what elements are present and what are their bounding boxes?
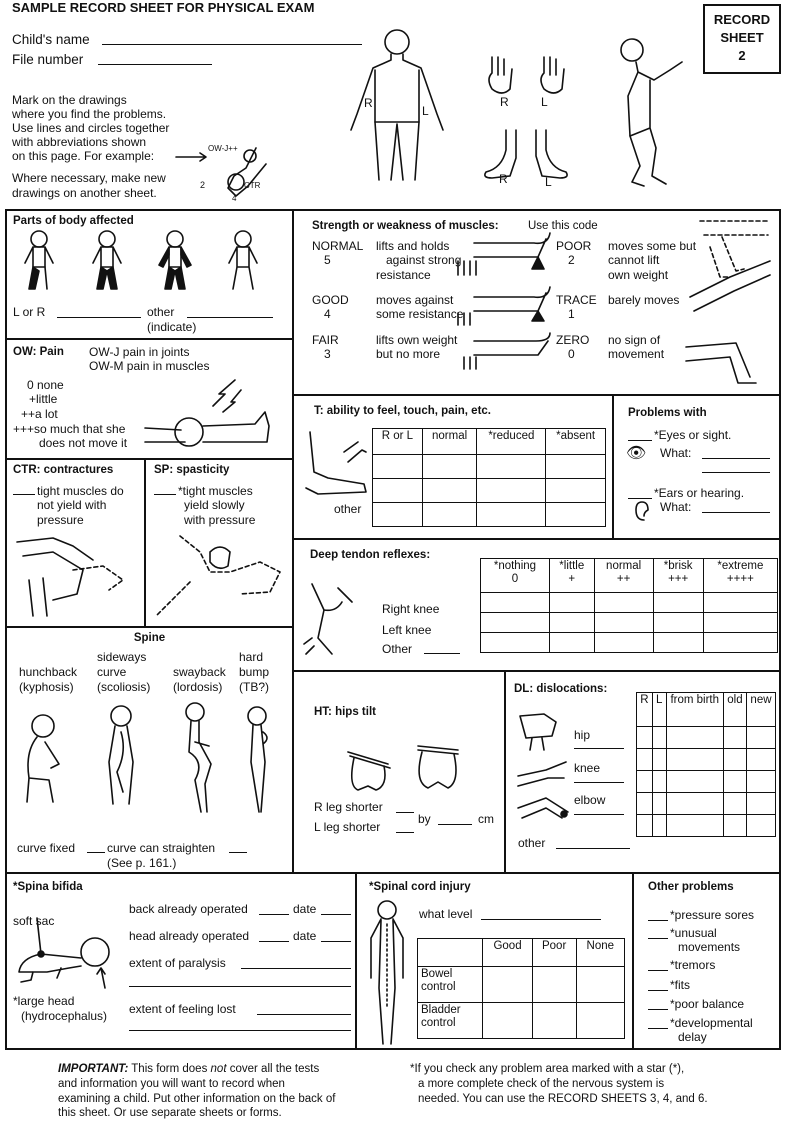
- spinal-cord-table: Good Poor None Bowel control Bladder control: [417, 938, 625, 1039]
- r-leg-shorter-field[interactable]: [396, 812, 414, 813]
- knee-field[interactable]: [574, 782, 624, 783]
- feel-table: R or L normal *reduced *absent: [372, 428, 606, 527]
- spina-bifida-section: *Spina bifida soft sac *large head (hydrocephalus) back already operated date head already operated date extent of paralysis extent of feeling lost: [5, 872, 357, 1050]
- bowel-cell[interactable]: [483, 967, 532, 1003]
- reflex-other-field[interactable]: [424, 653, 460, 654]
- leg-weakness-drawings: [680, 217, 780, 387]
- back-date-field[interactable]: [321, 914, 351, 915]
- spasticity-section: SP: spasticity *tight muscles yield slowly with pressure: [144, 458, 294, 628]
- parts-of-body-section: Parts of body affected L or R other (indicate): [5, 209, 294, 340]
- spine-back-drawing: [367, 898, 417, 1048]
- feel-cell[interactable]: [373, 479, 423, 503]
- important-note: IMPORTANT: This form does not cover all the tests: [58, 1063, 320, 1075]
- feeling-lost-field[interactable]: [257, 1014, 351, 1015]
- page-title: SAMPLE RECORD SHEET FOR PHYSICAL EXAM: [12, 0, 315, 15]
- zero-level: ZERO: [556, 333, 590, 347]
- childs-name-field[interactable]: [102, 44, 362, 45]
- eyes-what-field[interactable]: [702, 458, 770, 459]
- childs-name-label: Child's name: [12, 32, 90, 47]
- curve-fixed-field[interactable]: [87, 852, 105, 853]
- feel-cell[interactable]: [373, 455, 423, 479]
- eye-icon: 👁: [626, 445, 647, 462]
- l-leg-shorter-field[interactable]: [396, 832, 414, 833]
- hips-tilt-drawing: [344, 736, 484, 796]
- l-or-r-field[interactable]: [57, 317, 141, 318]
- back-operated-field[interactable]: [259, 914, 289, 915]
- ears-what-field[interactable]: [702, 512, 770, 513]
- other-body-field[interactable]: [187, 317, 273, 318]
- reflex-cell[interactable]: [481, 613, 550, 633]
- nervous-system-note: *If you check any problem area marked with a star (*),: [410, 1063, 685, 1075]
- other-problems-section: Other problems *pressure sores *unusual movements *tremors *fits *poor balance *developmental delay: [632, 872, 781, 1050]
- leg-strength-drawings: [454, 233, 554, 383]
- pain-section: OW: Pain OW-J pain in joints OW-M pain in muscles 0 none +little ++a lot +++so much that she does not move it: [5, 338, 294, 460]
- contractures-section: CTR: contractures tight muscles do not yield with pressure: [5, 458, 146, 628]
- reflex-cell[interactable]: [481, 633, 550, 653]
- reflex-hammer-drawing: [302, 582, 362, 662]
- trace-level: TRACE: [556, 293, 597, 307]
- file-number-field[interactable]: [98, 64, 212, 65]
- dislocations-table: R L from birth old new: [636, 692, 776, 837]
- normal-level: NORMAL: [312, 239, 364, 253]
- paralysis-field[interactable]: [241, 968, 351, 969]
- reflexes-section: Deep tendon reflexes: Right knee Left knee Other *nothing 0 *little + normal ++ *brisk +++ *extreme ++++: [292, 538, 781, 672]
- dislocations-section: DL: dislocations: hip knee elbow other R L from birth old new: [504, 670, 781, 874]
- body-parts-figures: [17, 229, 287, 291]
- record-sheet-badge: RECORD SHEET 2: [703, 4, 781, 74]
- good-level: GOOD: [312, 293, 349, 307]
- head-operated-field[interactable]: [259, 941, 289, 942]
- baby-drawing: [11, 932, 121, 992]
- reflexes-table: *nothing 0 *little + normal ++ *brisk +++ *extreme ++++: [480, 558, 778, 653]
- hands-drawing: [482, 55, 572, 100]
- eyes-check[interactable]: [628, 440, 652, 441]
- spine-figures: [11, 702, 291, 822]
- head-date-field[interactable]: [321, 941, 351, 942]
- dislocation-cell[interactable]: [637, 815, 653, 837]
- what-level-field[interactable]: [481, 919, 601, 920]
- hips-tilt-section: HT: hips tilt R leg shorter L leg shorter by cm: [292, 670, 506, 874]
- painful-knee-drawing: [145, 376, 295, 456]
- spine-section: Spine hunchback (kyphosis) sideways curve (scoliosis) swayback (lordosis) hard bump (TB?) curve fixed curve can straighten (See p. 161.): [5, 626, 294, 874]
- dislocation-drawings: [516, 712, 576, 832]
- dislocation-cell[interactable]: [637, 749, 653, 771]
- elbow-field[interactable]: [574, 814, 624, 815]
- reflex-cell[interactable]: [481, 593, 550, 613]
- ear-icon: [634, 500, 648, 522]
- file-number-label: File number: [12, 52, 84, 67]
- example-leg-drawing: [206, 146, 276, 206]
- dislocation-other-field[interactable]: [556, 848, 630, 849]
- problems-with-section: Problems with *Eyes or sight. 👁 What: *Ears or hearing. What:: [612, 394, 781, 540]
- spinal-cord-section: *Spinal cord injury what level Good Poor None Bowel control Bladder control: [355, 872, 634, 1050]
- curve-straighten-field[interactable]: [229, 852, 247, 853]
- feel-cell[interactable]: [373, 503, 423, 527]
- feel-section: T: ability to feel, touch, pain, etc. R or L normal *reduced *absent other: [292, 394, 614, 540]
- dislocation-cell[interactable]: [637, 793, 653, 815]
- poor-level: POOR: [556, 239, 592, 253]
- dislocation-cell[interactable]: [637, 727, 653, 749]
- spasticity-drawing: [150, 532, 290, 622]
- body-front-drawing: [345, 24, 445, 184]
- body-side-drawing: [610, 36, 690, 196]
- bladder-cell[interactable]: [483, 1003, 532, 1039]
- fair-level: FAIR: [312, 333, 339, 347]
- strength-section: Strength or weakness of muscles: Use this code NORMAL 5 lifts and holds against strong resistance GOOD 4 moves against some resistance FAIR 3 lifts own weight but no more POOR 2 moves some but cannot lift own weight TRACE 1 barely moves ZERO 0 no sign of movement: [292, 209, 781, 396]
- hip-field[interactable]: [574, 748, 624, 749]
- foot-touch-drawing: [304, 432, 374, 512]
- feet-drawing: [480, 128, 570, 188]
- leg-length-field[interactable]: [438, 824, 472, 825]
- ears-check[interactable]: [628, 498, 652, 499]
- dislocation-cell[interactable]: [637, 771, 653, 793]
- contracture-drawing: [13, 530, 143, 620]
